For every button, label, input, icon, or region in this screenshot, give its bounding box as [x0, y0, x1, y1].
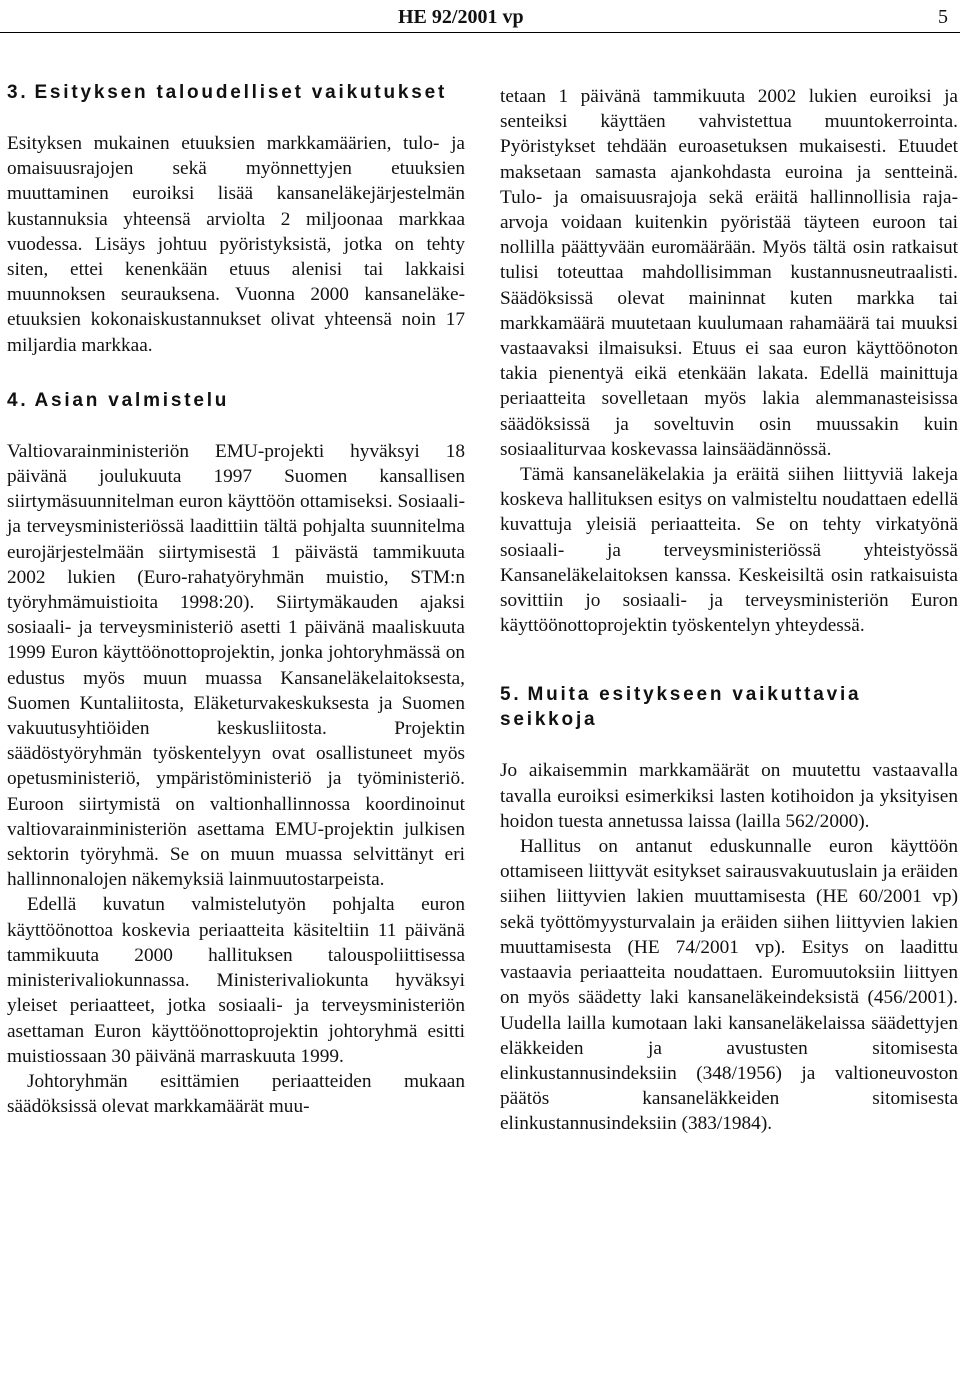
page-number: 5 — [938, 6, 948, 28]
section-5-paragraph-1: Jo aikaisemmin markkamäärät on muutettu vastaavalla tavalla euroiksi esimerkiksi lasten kotihoidon ja yksityisen hoidon tuesta annetussa laissa (laillа 562/2000). — [500, 760, 958, 832]
section-3-heading — [7, 80, 465, 105]
section-5-number: 5. — [500, 684, 522, 706]
section-3-title: Esityksen taloudelliset vaikutukset — [34, 82, 448, 103]
section-4-paragraph-3-start: Johtoryhmän esittämien periaatteiden mukaan säädöksissä olevat markkamäärät muu- — [7, 1070, 465, 1118]
section-5-paragraph-2: Hallitus on antanut eduskunnalle euron käyttöön ottamiseen liittyvät esitykset sairausvakuutuslain ja eräiden siihen liittyvien lakien muuttamisesta (HE 60/2001 vp) sekä työttömyysturvalain ja eräiden siihen liittyvien lakien muuttamisesta (HE 74/2001 vp). Esitys on laadittu vastaavia periaatteita noudattaen. Euromuutoksiin liittyen on myös säädetty laki kansaneläkeindeksistä (456/2001). Uudella lailla kumotaan laki kansaneläkelaissa säädettyjen eläkkeiden ja avustusten sitomisesta elinkustannusindeksiin (348/1956) ja valtioneuvoston päätös kansaneläkkeiden sitomisesta elinkustannusindeksiin (383/1984). — [500, 836, 958, 1135]
section-4-title: Asian valmistelu — [34, 389, 230, 411]
document-id: HE 92/2001 vp — [398, 6, 524, 28]
section-5-heading — [500, 682, 958, 732]
section-5-title: Muita esitykseen vaikuttavia seikkoja — [500, 684, 862, 731]
section-4-paragraph-3-continued: tetaan 1 päivänä tammikuuta 2002 lukien euroiksi ja senteiksi käyttäen vahvistettua muuntokerrointa. Pyöristykset tehdään euroasetuksen mukaisesti. Etuudet maksetaan samasta ajankohdasta euroina ja sentteinä. Tulo- ja omaisuusrajoja sekä eräitä hallinnollisia raja-arvoja voidaan kuitenkin pyöristää täyteen euroon tai nollilla päättyvään euromäärään. Myös tältä osin ratkaisut tulisi toteuttaa mahdollisimman kustannusneutraalisti. Säädöksissä olevat maininnat kuten markka tai markkamäärä muutetaan kuulumaan rahamäärä tai muuksi vastaavaksi ilmaisuksi. Etuus ei saa euron käyttöönoton takia pienentyä eikä etenkään lakata. Edellä mainittuja periaatteita sovelletaan myös lakia alemmanasteisissa säädöksissä ja soveltuvin osin muussakin kuin sosiaaliturvaa koskevassa lainsäädännössä. — [500, 86, 958, 460]
section-3-paragraph-1: Esityksen mukainen etuuksien markkamäärien, tulo- ja omaisuusrajojen sekä myönnettyjen etuuksien muuttaminen euroiksi lisää kansaneläkejärjestelmän kustannuksia yhteensä arviolta 2 miljoonaa markkaa vuodessa. Lisäys johtuu pyöristyksistä, jotka on tehty siten, ettei kenenkään etuus alenisi tai lakkaisi muunnoksen seurauksena. Vuonna 2000 kansaneläke-etuuksien kokonaiskustannukset olivat yhteensä noin 17 miljardia markkaa. — [7, 133, 465, 356]
right-column — [500, 84, 958, 1137]
section-3-number: 3. — [7, 82, 29, 103]
left-column — [7, 80, 465, 1119]
section-4-heading — [7, 388, 465, 413]
page-header — [0, 4, 960, 33]
section-4-number: 4. — [7, 389, 29, 411]
section-4-paragraph-1: Valtiovarainministeriön EMU-projekti hyväksyi 18 päivänä joulukuuta 1997 Suomen kansallisen siirtymäsuunnitelman euron käyttöön ottamiseksi. Sosiaali- ja terveysministeriössä laadittiin tältä pohjalta suunnitelma eurojärjestelmään siirtymisestä 1 päivästä tammikuuta 2002 lukien (Euro-rahatyöryhmän muistio, STM:n työryhmämuistioita 1998:20). Siirtymäkauden ajaksi sosiaali- ja terveysministeriö asetti 1 päivänä maaliskuuta 1999 Euron käyttöönottoprojektin, jonka johtoryhmässä on edustus myös muun muassa Kansaneläkelaitoksesta, Suomen Kuntaliitosta, Eläketurvakeskuksesta ja Suomen vakuutusyhtiöiden keskusliitosta. Projektin säädöstyöryhmän työskentelyyn ovat osallistuneet myös opetusministeriö, ympäristöministeriö ja työministeriö. Euroon siirtymistä on valtionhallinnossa koordinoinut valtiovarainministeriön asettama EMU-projektin julkisen sektorin työryhmä. Se on muun muassa selvittänyt eri hallinnonalojen näkemyksiä lainmuutostarpeista. — [7, 440, 465, 891]
section-4-paragraph-4: Tämä kansaneläkelakia ja eräitä siihen liittyviä lakeja koskeva hallituksen esitys on valmisteltu noudattaen edellä kuvattuja yleisiä periaatteita. Se on tehty virkatyönä sosiaali- ja terveysministeriössä yhteistyössä Kansaneläkelaitoksen kanssa. Keskeisiltä osin ratkaisuista sovittiin jo sosiaali- ja terveysministeriön Euron käyttöönottoprojektin työskentelyn yhteydessä. — [500, 464, 958, 637]
section-4-paragraph-2: Edellä kuvatun valmistelutyön pohjalta euron käyttöönottoa koskevia periaatteita käsiteltiin 11 päivänä tammikuuta 2000 hallituksen talouspoliittisessa ministerivaliokunnassa. Ministerivaliokunta hyväksyi yleiset periaatteet, jotka sosiaali- ja terveysministeriön asettaman Euron käyttöönottoprojektin johtoryhmä esitti muistiossaan 30 päivänä marraskuuta 1999. — [7, 894, 465, 1067]
